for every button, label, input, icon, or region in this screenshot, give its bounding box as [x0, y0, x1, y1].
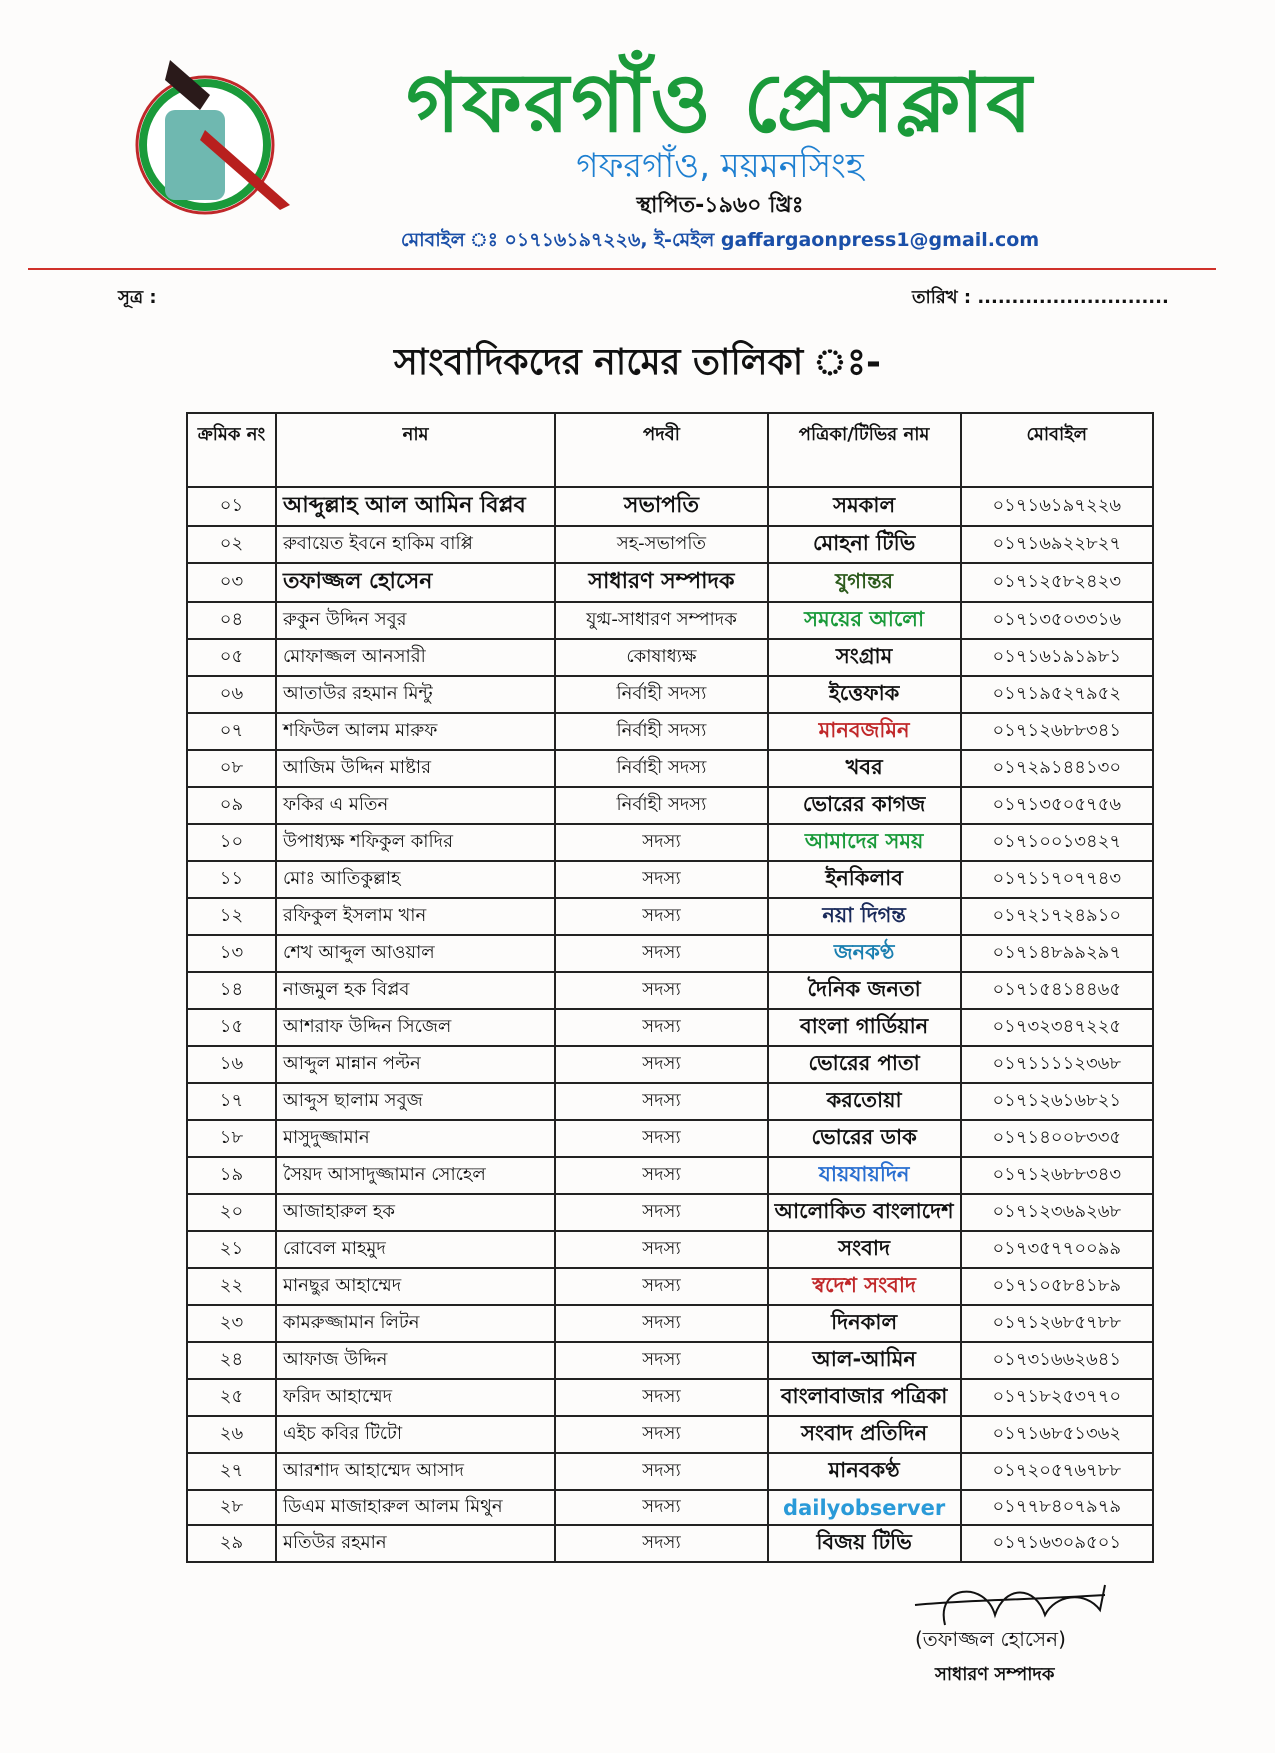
- mobile-cell: ০১৭১৬১৯১৯৮১: [961, 639, 1153, 676]
- serial-cell: ১৮: [187, 1120, 276, 1157]
- post-cell: সদস্য: [555, 1305, 767, 1342]
- paper-cell: বাংলাবাজার পত্রিকা: [768, 1379, 961, 1416]
- col-name: নাম: [276, 413, 555, 487]
- table-row: [187, 1453, 1153, 1490]
- name-cell: কামরুজ্জামান লিটন: [276, 1305, 555, 1342]
- date-label: তারিখ : ............................: [912, 287, 1169, 308]
- table-row: [187, 1416, 1153, 1453]
- paper-cell: খবর: [768, 750, 961, 787]
- mobile-cell: ০১৭১০০১৩৪২৭: [961, 824, 1153, 861]
- serial-cell: ২৯: [187, 1525, 276, 1562]
- name-cell: ডিএম মাজাহারুল আলম মিথুন: [276, 1490, 555, 1525]
- mobile-cell: ০১৭১৩৫০৩৩১৬: [961, 602, 1153, 639]
- table-row: [187, 787, 1153, 824]
- serial-cell: ২০: [187, 1194, 276, 1231]
- table-row: [187, 861, 1153, 898]
- established-year: স্থাপিত-১৯৬০ খ্রিঃ: [636, 193, 804, 218]
- name-cell: আব্দুস ছালাম সবুজ: [276, 1083, 555, 1120]
- contact-info: মোবাইল ঃ ০১৭১৬১৯৭২২৬, ই-মেইল gaffargaonpress1@gmail.com: [400, 229, 1040, 251]
- serial-cell: ২৩: [187, 1305, 276, 1342]
- table-row: [187, 563, 1153, 602]
- col-mobile: মোবাইল: [961, 413, 1153, 487]
- serial-cell: ২৬: [187, 1416, 276, 1453]
- table-row: [187, 1231, 1153, 1268]
- paper-cell: ইত্তেফাক: [768, 676, 961, 713]
- table-row: [187, 526, 1153, 563]
- name-cell: রোবেল মাহমুদ: [276, 1231, 555, 1268]
- name-cell: আফাজ উদ্দিন: [276, 1342, 555, 1379]
- serial-cell: ২২: [187, 1268, 276, 1305]
- serial-cell: ০৯: [187, 787, 276, 824]
- post-cell: সভাপতি: [555, 487, 767, 526]
- name-cell: আতাউর রহমান মিন্টু: [276, 676, 555, 713]
- post-cell: নির্বাহী সদস্য: [555, 713, 767, 750]
- name-cell: শেখ আব্দুল আওয়াল: [276, 935, 555, 972]
- mobile-cell: ০১৭১২৬৮৮৩৪১: [961, 713, 1153, 750]
- mobile-cell: ০১৭১৬১৯৭২২৬: [961, 487, 1153, 526]
- reference-label: সূত্র :: [118, 287, 157, 308]
- post-cell: সহ-সভাপতি: [555, 526, 767, 563]
- paper-cell: করতোয়া: [768, 1083, 961, 1120]
- paper-cell: সংবাদ: [768, 1231, 961, 1268]
- serial-cell: ০৭: [187, 713, 276, 750]
- paper-cell: মোহনা টিভি: [768, 526, 961, 563]
- paper-cell: বাংলা গার্ডিয়ান: [768, 1009, 961, 1046]
- serial-cell: ১৪: [187, 972, 276, 1009]
- table-row: [187, 1120, 1153, 1157]
- post-cell: নির্বাহী সদস্য: [555, 676, 767, 713]
- post-cell: সদস্য: [555, 1268, 767, 1305]
- post-cell: সদস্য: [555, 1416, 767, 1453]
- col-post: পদবী: [555, 413, 767, 487]
- table-row: [187, 487, 1153, 526]
- name-cell: আব্দুল্লাহ আল আমিন বিপ্লব: [276, 487, 555, 526]
- post-cell: সদস্য: [555, 1453, 767, 1490]
- post-cell: সদস্য: [555, 824, 767, 861]
- col-serial: ক্রমিক নং: [187, 413, 276, 487]
- post-cell: সদস্য: [555, 1231, 767, 1268]
- press-club-logo: [110, 40, 310, 220]
- mobile-cell: ০১৭৭৮৪০৭৯৭৯: [961, 1490, 1153, 1525]
- mobile-cell: ০১৭১১১১২৩৬৮: [961, 1046, 1153, 1083]
- list-title: সাংবাদিকদের নামের তালিকা ঃ-: [393, 342, 882, 383]
- serial-cell: ২৪: [187, 1342, 276, 1379]
- paper-cell: আমাদের সময়: [768, 824, 961, 861]
- post-cell: নির্বাহী সদস্য: [555, 787, 767, 824]
- mobile-cell: ০১৭১৬৯২২৮২৭: [961, 526, 1153, 563]
- serial-cell: ১৭: [187, 1083, 276, 1120]
- name-cell: ফকির এ মতিন: [276, 787, 555, 824]
- name-cell: আশরাফ উদ্দিন সিজেল: [276, 1009, 555, 1046]
- mobile-cell: ০১৭১২৬৮৫৭৮৮: [961, 1305, 1153, 1342]
- paper-cell: সংগ্রাম: [768, 639, 961, 676]
- club-location: গফরগাঁও, ময়মনসিংহ: [576, 146, 864, 186]
- table-row: [187, 676, 1153, 713]
- mobile-cell: ০১৭১৪০০৮৩৩৫: [961, 1120, 1153, 1157]
- paper-cell: যায়যায়দিন: [768, 1157, 961, 1194]
- table-row: [187, 602, 1153, 639]
- table-row: [187, 1525, 1153, 1562]
- mobile-cell: ০১৭১১৭০৭৭৪৩: [961, 861, 1153, 898]
- table-row: [187, 824, 1153, 861]
- post-cell: সদস্য: [555, 1379, 767, 1416]
- mobile-cell: ০১৭১২৬৮৮৩৪৩: [961, 1157, 1153, 1194]
- name-cell: ফরিদ আহাম্মেদ: [276, 1379, 555, 1416]
- paper-cell: দৈনিক জনতা: [768, 972, 961, 1009]
- name-cell: আরশাদ আহাম্মেদ আসাদ: [276, 1453, 555, 1490]
- post-cell: সদস্য: [555, 1194, 767, 1231]
- table-row: [187, 1194, 1153, 1231]
- paper-cell: সময়ের আলো: [768, 602, 961, 639]
- paper-cell: আল-আমিন: [768, 1342, 961, 1379]
- serial-cell: ২৭: [187, 1453, 276, 1490]
- table-header: [187, 413, 1153, 487]
- paper-cell: ভোরের কাগজ: [768, 787, 961, 824]
- post-cell: সদস্য: [555, 1046, 767, 1083]
- name-cell: রুকুন উদ্দিন সবুর: [276, 602, 555, 639]
- paper-cell: স্বদেশ সংবাদ: [768, 1268, 961, 1305]
- name-cell: মানছুর আহাম্মেদ: [276, 1268, 555, 1305]
- signer-role: সাধারণ সম্পাদক: [935, 1664, 1055, 1685]
- table-row: [187, 972, 1153, 1009]
- post-cell: সাধারণ সম্পাদক: [555, 563, 767, 602]
- serial-cell: ১০: [187, 824, 276, 861]
- serial-cell: ১৫: [187, 1009, 276, 1046]
- table-row: [187, 1490, 1153, 1525]
- paper-cell: dailyobserver: [768, 1490, 961, 1525]
- paper-cell: ভোরের ডাক: [768, 1120, 961, 1157]
- serial-cell: ০৩: [187, 563, 276, 602]
- paper-cell: আলোকিত বাংলাদেশ: [768, 1194, 961, 1231]
- serial-cell: ০৪: [187, 602, 276, 639]
- paper-cell: নয়া দিগন্ত: [768, 898, 961, 935]
- post-cell: সদস্য: [555, 935, 767, 972]
- table-row: [187, 898, 1153, 935]
- table-row: [187, 1157, 1153, 1194]
- name-cell: আজিম উদ্দিন মাষ্টার: [276, 750, 555, 787]
- paper-cell: জনকণ্ঠ: [768, 935, 961, 972]
- serial-cell: ১৯: [187, 1157, 276, 1194]
- table-row: [187, 1342, 1153, 1379]
- post-cell: সদস্য: [555, 1120, 767, 1157]
- paper-cell: বিজয় টিভি: [768, 1525, 961, 1562]
- post-cell: সদস্য: [555, 1525, 767, 1562]
- serial-cell: ২৮: [187, 1490, 276, 1525]
- mobile-cell: ০১৭১৫৪১৪৪৬৫: [961, 972, 1153, 1009]
- mobile-cell: ০১৭২৯১৪৪১৩০: [961, 750, 1153, 787]
- name-cell: সৈয়দ আসাদুজ্জামান সোহেল: [276, 1157, 555, 1194]
- col-paper: পত্রিকা/টিভির নাম: [768, 413, 961, 487]
- mobile-cell: ০১৭২১৭২৪৯১০: [961, 898, 1153, 935]
- name-cell: রুবায়েত ইবনে হাকিম বাপ্পি: [276, 526, 555, 563]
- serial-cell: ০৫: [187, 639, 276, 676]
- table-row: [187, 1379, 1153, 1416]
- serial-cell: ১৬: [187, 1046, 276, 1083]
- table-row: [187, 1305, 1153, 1342]
- post-cell: সদস্য: [555, 1342, 767, 1379]
- mobile-cell: ০১৭১২৬১৬৮২১: [961, 1083, 1153, 1120]
- name-cell: মাসুদুজ্জামান: [276, 1120, 555, 1157]
- name-cell: উপাধ্যক্ষ শফিকুল কাদির: [276, 824, 555, 861]
- name-cell: আজাহারুল হক: [276, 1194, 555, 1231]
- table-row: [187, 935, 1153, 972]
- mobile-cell: ০১৭১৮২৫৩৭৭০: [961, 1379, 1153, 1416]
- mobile-cell: ০১৭৩২৩৪৭২২৫: [961, 1009, 1153, 1046]
- mobile-cell: ০১৭১৩৫০৫৭৫৬: [961, 787, 1153, 824]
- mobile-cell: ০১৭১৬৮৫১৩৬২: [961, 1416, 1153, 1453]
- mobile-cell: ০১৭১২৫৮২৪২৩: [961, 563, 1153, 602]
- paper-cell: মানবকণ্ঠ: [768, 1453, 961, 1490]
- post-cell: সদস্য: [555, 861, 767, 898]
- name-cell: রফিকুল ইসলাম খান: [276, 898, 555, 935]
- mobile-cell: ০১৭১২৩৬৯২৬৮: [961, 1194, 1153, 1231]
- serial-cell: ২৫: [187, 1379, 276, 1416]
- name-cell: মোফাজ্জল আনসারী: [276, 639, 555, 676]
- post-cell: নির্বাহী সদস্য: [555, 750, 767, 787]
- serial-cell: ০১: [187, 487, 276, 526]
- serial-cell: ০২: [187, 526, 276, 563]
- name-cell: শফিউল আলম মারুফ: [276, 713, 555, 750]
- mobile-cell: ০১৭১৯৫২৭৯৫২: [961, 676, 1153, 713]
- table-row: [187, 1268, 1153, 1305]
- name-cell: নাজমুল হক বিপ্লব: [276, 972, 555, 1009]
- mobile-cell: ০১৭১০৫৮৪১৮৯: [961, 1268, 1153, 1305]
- post-cell: সদস্য: [555, 1009, 767, 1046]
- table-row: [187, 639, 1153, 676]
- post-cell: সদস্য: [555, 898, 767, 935]
- post-cell: সদস্য: [555, 1157, 767, 1194]
- post-cell: যুগ্ম-সাধারণ সম্পাদক: [555, 602, 767, 639]
- mobile-cell: ০১৭৩৫৭৭০০৯৯: [961, 1231, 1153, 1268]
- paper-cell: সংবাদ প্রতিদিন: [768, 1416, 961, 1453]
- mobile-cell: ০১৭১৬৩০৯৫০১: [961, 1525, 1153, 1562]
- club-title: গফরগাঁও প্রেসক্লাব: [406, 56, 1034, 151]
- post-cell: সদস্য: [555, 1490, 767, 1525]
- name-cell: তফাজ্জল হোসেন: [276, 563, 555, 602]
- mobile-cell: ০১৭৩১৬৬২৬৪১: [961, 1342, 1153, 1379]
- table-row: [187, 713, 1153, 750]
- paper-cell: সমকাল: [768, 487, 961, 526]
- signer-name: (তফাজ্জল হোসেন): [915, 1627, 1066, 1651]
- post-cell: কোষাধ্যক্ষ: [555, 639, 767, 676]
- serial-cell: ১১: [187, 861, 276, 898]
- name-cell: মতিউর রহমান: [276, 1525, 555, 1562]
- serial-cell: ১২: [187, 898, 276, 935]
- table-row: [187, 1046, 1153, 1083]
- header-divider: [28, 268, 1216, 270]
- mobile-cell: ০১৭২০৫৭৬৭৮৮: [961, 1453, 1153, 1490]
- mobile-cell: ০১৭১৪৮৯৯২৯৭: [961, 935, 1153, 972]
- post-cell: সদস্য: [555, 972, 767, 1009]
- serial-cell: ০৮: [187, 750, 276, 787]
- name-cell: এইচ কবির টিটো: [276, 1416, 555, 1453]
- table-row: [187, 750, 1153, 787]
- post-cell: সদস্য: [555, 1083, 767, 1120]
- serial-cell: ০৬: [187, 676, 276, 713]
- table-row: [187, 1083, 1153, 1120]
- paper-cell: মানবজমিন: [768, 713, 961, 750]
- name-cell: মোঃ আতিকুল্লাহ: [276, 861, 555, 898]
- paper-cell: যুগান্তর: [768, 563, 961, 602]
- serial-cell: ২১: [187, 1231, 276, 1268]
- name-cell: আব্দুল মান্নান পল্টন: [276, 1046, 555, 1083]
- paper-cell: ভোরের পাতা: [768, 1046, 961, 1083]
- table-row: [187, 1009, 1153, 1046]
- paper-cell: ইনকিলাব: [768, 861, 961, 898]
- journalist-table: [186, 412, 1154, 1563]
- paper-cell: দিনকাল: [768, 1305, 961, 1342]
- serial-cell: ১৩: [187, 935, 276, 972]
